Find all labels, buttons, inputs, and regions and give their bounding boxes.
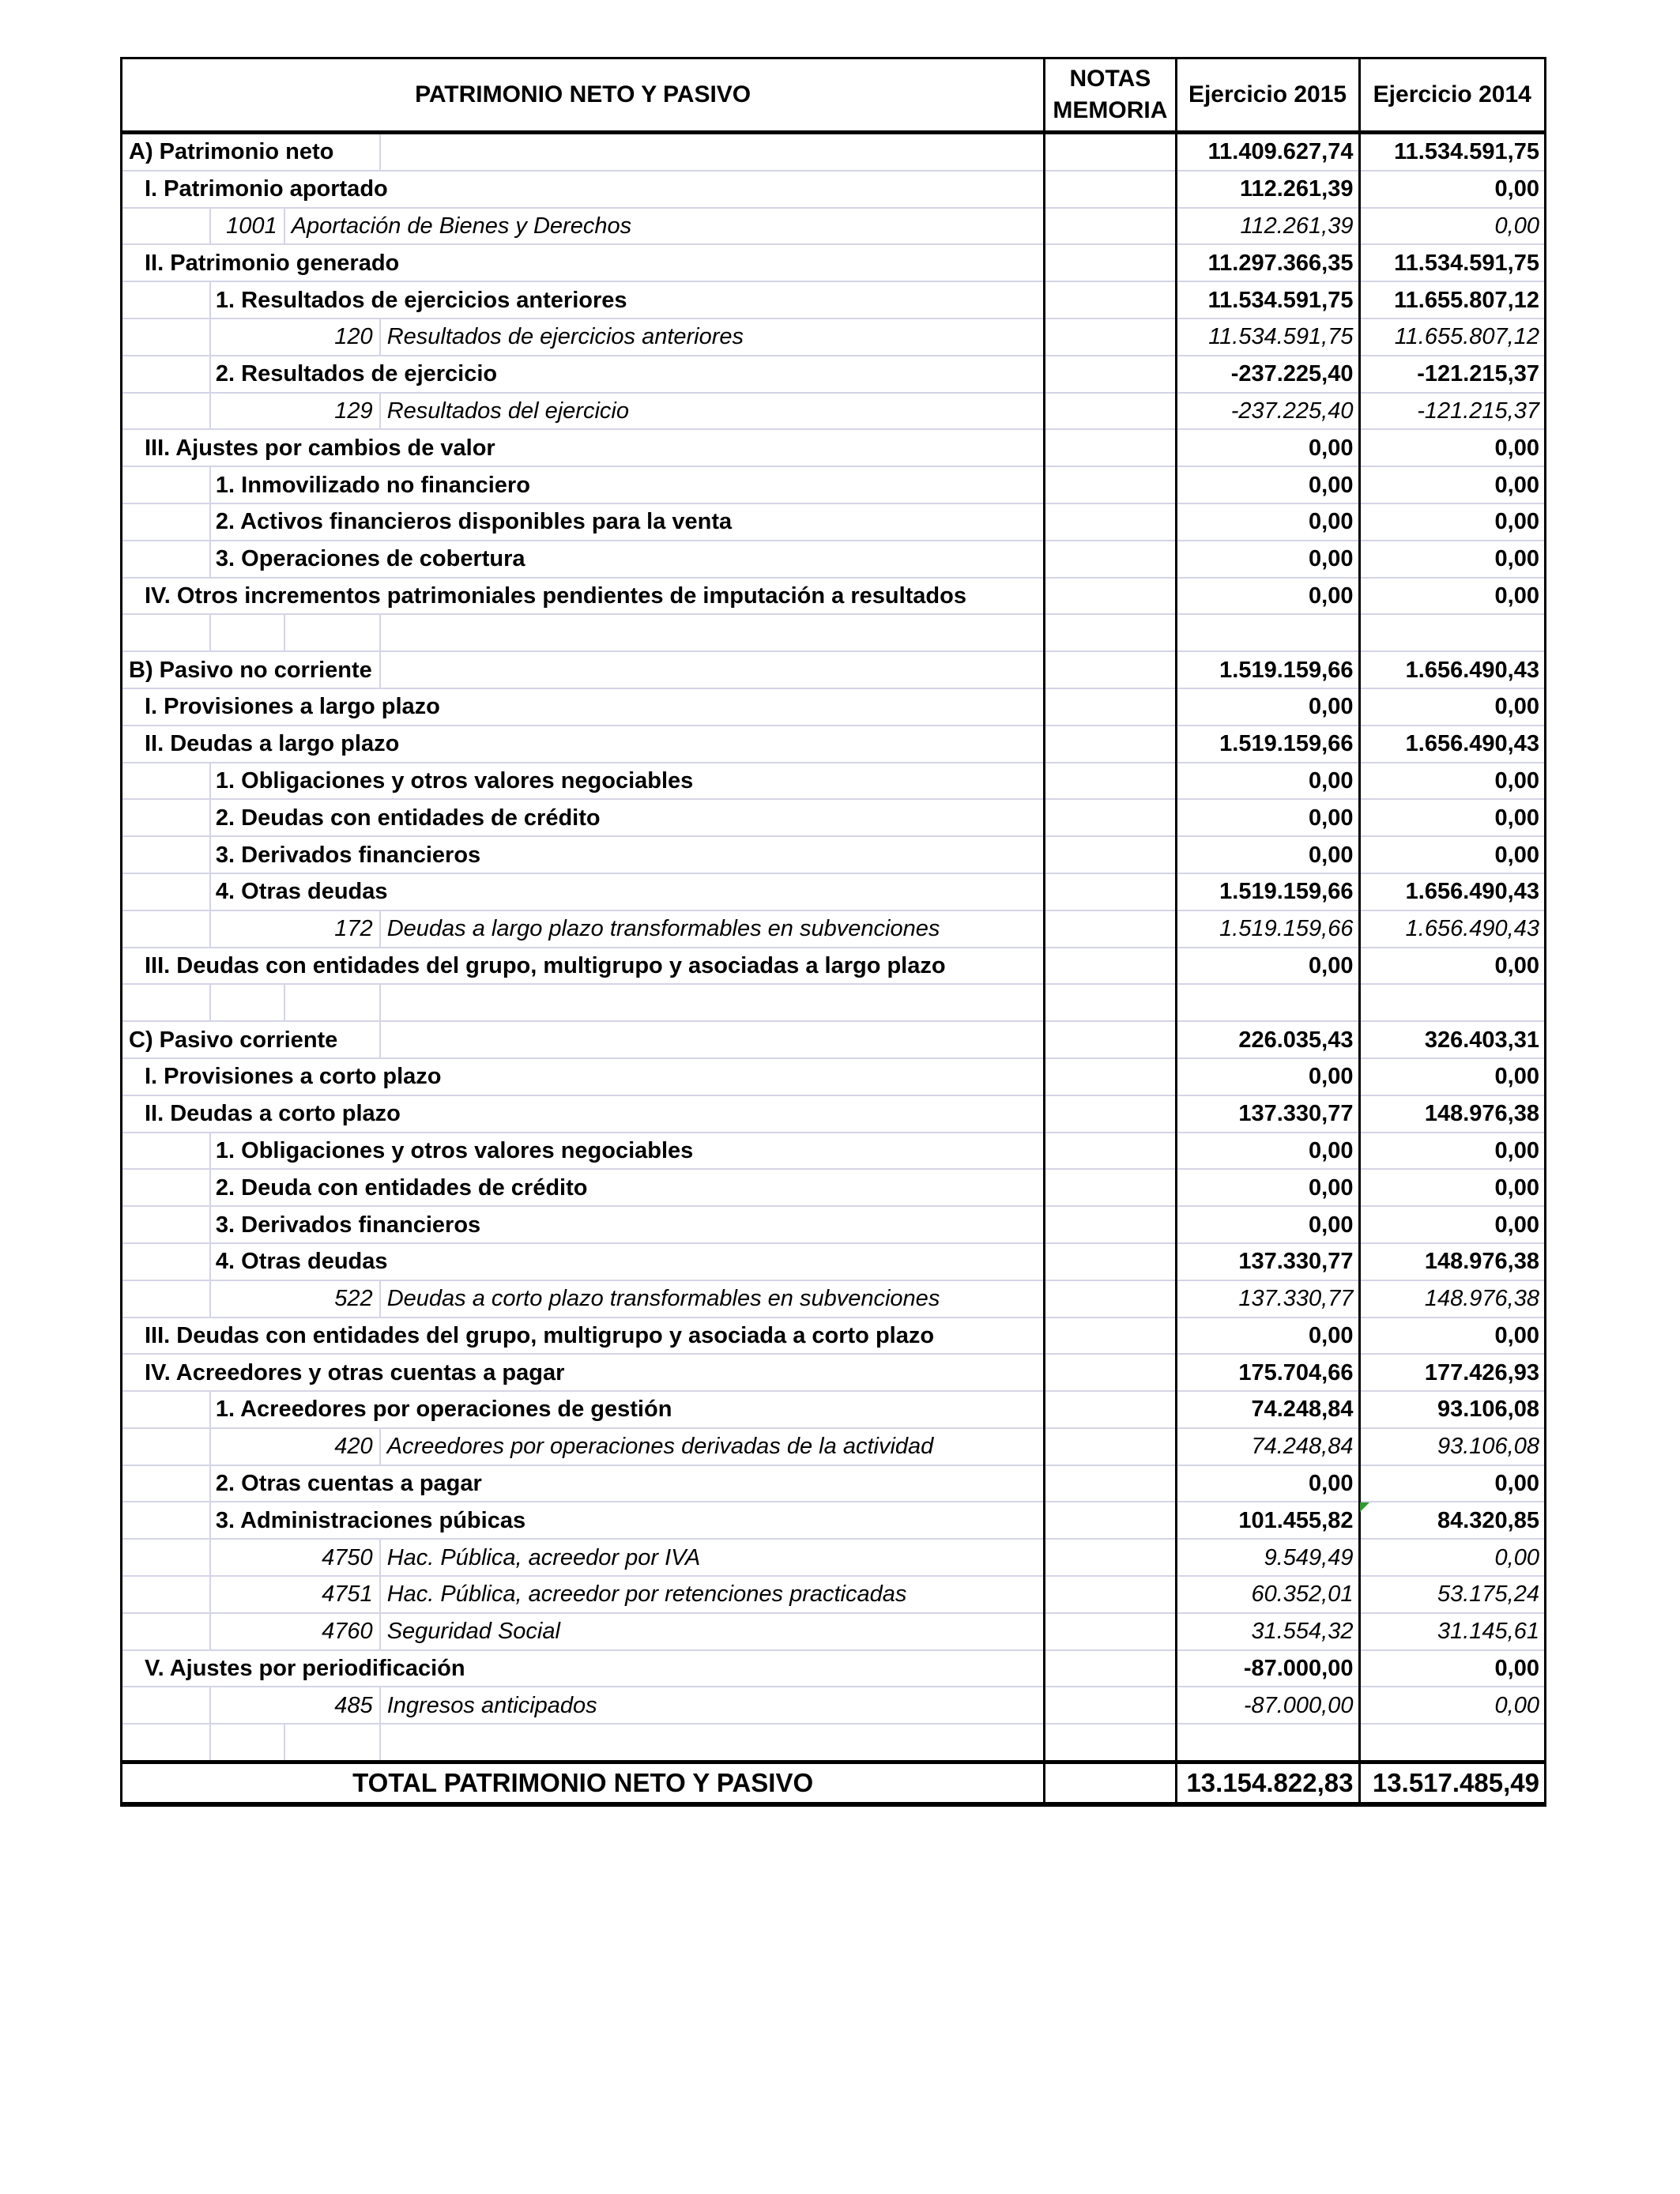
notes-cell [1045,393,1176,430]
table-row [122,873,1544,910]
row-label: I. Patrimonio aportado [122,171,1045,208]
balance-sheet [120,57,1546,1807]
indent-cell [122,799,210,836]
indent-cell [122,1576,210,1613]
table-row [122,244,1544,281]
notes-cell [1045,948,1176,985]
row-label: 2. Deuda con entidades de crédito [210,1169,1045,1206]
notes-cell [1045,763,1176,800]
value-2014: 0,00 [1359,1465,1544,1502]
value-2014: 148.976,38 [1359,1095,1544,1133]
notes-cell [1045,429,1176,466]
indent-cell [122,873,210,910]
indent-cell [122,1428,210,1465]
notes-cell [1045,614,1176,651]
indent-cell [122,319,210,356]
indent-cell [122,910,210,948]
account-label: Resultados de ejercicios anteriores [380,319,1045,356]
notes-cell [1045,319,1176,356]
empty-cell [380,1021,1045,1058]
value-2014: 0,00 [1359,429,1544,466]
notes-cell [1045,1095,1176,1133]
notes-cell [1045,1539,1176,1576]
value-2015: 1.519.159,66 [1176,910,1359,948]
notes-cell [1045,1169,1176,1206]
notes-cell [1045,133,1176,171]
table-row [122,1280,1544,1318]
value-2015: 1.519.159,66 [1176,651,1359,688]
row-label: 2. Activos financieros disponibles para la venta [210,503,1045,541]
notes-cell [1045,578,1176,615]
total-row [122,1762,1544,1804]
cell-comment-marker [1360,1502,1369,1512]
account-code: 485 [210,1687,380,1724]
value-2015: 175.704,66 [1176,1354,1359,1391]
row-label: 3. Derivados financieros [210,836,1045,873]
notes-cell [1045,1687,1176,1724]
value-2014: 0,00 [1359,688,1544,726]
total-2015: 13.154.822,83 [1176,1762,1359,1804]
value-2015: -237.225,40 [1176,356,1359,393]
value-2014: 0,00 [1359,763,1544,800]
value-2015: 112.261,39 [1176,171,1359,208]
table-row [122,1021,1544,1058]
empty-cell [380,651,1045,688]
row-label: II. Patrimonio generado [122,244,1045,281]
value-2015: 0,00 [1176,1318,1359,1355]
value-2014: 11.534.591,75 [1359,133,1544,171]
indent-cell [122,1169,210,1206]
account-label: Hac. Pública, acreedor por IVA [380,1539,1045,1576]
row-label: V. Ajustes por periodificación [122,1650,1045,1687]
row-label: II. Deudas a largo plazo [122,726,1045,763]
value-2014: 0,00 [1359,799,1544,836]
notes-cell [1045,1280,1176,1318]
value-2014: 0,00 [1359,1650,1544,1687]
table-row [122,1687,1544,1724]
notes-cell [1045,503,1176,541]
value-2015: 74.248,84 [1176,1391,1359,1428]
value-2015: 1.519.159,66 [1176,726,1359,763]
notes-cell [1045,726,1176,763]
value-2014: 53.175,24 [1359,1576,1544,1613]
value-2014: 0,00 [1359,171,1544,208]
table-row [122,1428,1544,1465]
notes-cell [1045,171,1176,208]
row-label: 1. Obligaciones y otros valores negociables [210,1133,1045,1170]
account-code: 120 [210,319,380,356]
account-code: 4750 [210,1539,380,1576]
column-header-title: PATRIMONIO NETO Y PASIVO [122,59,1045,133]
empty-cell [210,1724,284,1762]
table-row [122,726,1544,763]
notes-cell [1045,356,1176,393]
value-2014: 1.656.490,43 [1359,726,1544,763]
value-2014: 0,00 [1359,503,1544,541]
empty-cell [122,984,210,1021]
value-2015: -87.000,00 [1176,1650,1359,1687]
column-header-notes [1045,59,1176,133]
value-2014: -121.215,37 [1359,393,1544,430]
empty-cell [380,1724,1045,1762]
notes-cell [1045,244,1176,281]
row-label: B) Pasivo no corriente [122,651,380,688]
notes-line-2: MEMORIA [1053,97,1168,123]
notes-cell [1045,873,1176,910]
value-2014: 148.976,38 [1359,1280,1544,1318]
value-2015: 112.261,39 [1176,208,1359,245]
indent-cell [122,393,210,430]
value-2014: 0,00 [1359,1133,1544,1170]
indent-cell [122,1391,210,1428]
value-2014 [1359,984,1544,1021]
value-2014: 11.655.807,12 [1359,281,1544,319]
value-2014: 0,00 [1359,1206,1544,1243]
table-row [122,429,1544,466]
value-2014: 11.534.591,75 [1359,244,1544,281]
value-2014: 0,00 [1359,1318,1544,1355]
value-2015: 137.330,77 [1176,1095,1359,1133]
empty-cell [380,984,1045,1021]
indent-cell [122,1206,210,1243]
notes-cell [1045,910,1176,948]
row-label: 3. Derivados financieros [210,1206,1045,1243]
empty-cell [284,1724,380,1762]
notes-cell [1045,1058,1176,1095]
indent-cell [122,281,210,319]
account-label: Deudas a largo plazo transformables en subvenciones [380,910,1045,948]
value-2015: 137.330,77 [1176,1243,1359,1280]
total-2014: 13.517.485,49 [1359,1762,1544,1804]
value-2015: 0,00 [1176,429,1359,466]
indent-cell [122,541,210,578]
value-2014: 0,00 [1359,1539,1544,1576]
indent-cell [122,1133,210,1170]
notes-cell [1045,1243,1176,1280]
notes-cell [1045,1724,1176,1762]
table-row [122,1502,1544,1539]
value-2015: 60.352,01 [1176,1576,1359,1613]
table-row [122,1650,1544,1687]
table-row [122,541,1544,578]
account-label: Acreedores por operaciones derivadas de la actividad [380,1428,1045,1465]
table-row [122,651,1544,688]
account-code: 4760 [210,1613,380,1650]
notes-cell [1045,1428,1176,1465]
empty-cell [284,984,380,1021]
table-row [122,836,1544,873]
table-row [122,208,1544,245]
empty-cell [122,1724,210,1762]
total-notes [1045,1762,1176,1804]
notes-cell [1045,1391,1176,1428]
empty-cell [122,614,210,651]
indent-cell [122,208,210,245]
value-2014: 93.106,08 [1359,1428,1544,1465]
value-2014: 11.655.807,12 [1359,319,1544,356]
empty-cell [210,614,284,651]
table-row [122,578,1544,615]
account-label: Seguridad Social [380,1613,1045,1650]
table-row [122,1243,1544,1280]
table-row [122,763,1544,800]
account-code: 4751 [210,1576,380,1613]
indent-cell [122,836,210,873]
value-2014: 1.656.490,43 [1359,651,1544,688]
row-label: 3. Administraciones púbicas [210,1502,1045,1539]
value-2014: 0,00 [1359,1687,1544,1724]
table-row [122,1058,1544,1095]
value-2014: 0,00 [1359,578,1544,615]
spacer-row [122,1724,1544,1762]
value-2015 [1176,614,1359,651]
value-2014: 0,00 [1359,541,1544,578]
table-row [122,133,1544,171]
table-row [122,910,1544,948]
row-label: 2. Otras cuentas a pagar [210,1465,1045,1502]
notes-cell [1045,1465,1176,1502]
table-row [122,799,1544,836]
row-label: 1. Inmovilizado no financiero [210,466,1045,503]
notes-cell [1045,1021,1176,1058]
indent-cell [122,1502,210,1539]
value-2015: 74.248,84 [1176,1428,1359,1465]
value-2015 [1176,1724,1359,1762]
account-label: Aportación de Bienes y Derechos [284,208,1045,245]
value-2015: 31.554,32 [1176,1613,1359,1650]
row-label: I. Provisiones a corto plazo [122,1058,1045,1095]
row-label: 2. Deudas con entidades de crédito [210,799,1045,836]
value-2015: 0,00 [1176,541,1359,578]
table-row [122,171,1544,208]
value-2015: 0,00 [1176,1465,1359,1502]
table-row [122,1354,1544,1391]
value-2014: 326.403,31 [1359,1021,1544,1058]
notes-cell [1045,984,1176,1021]
row-label: 3. Operaciones de cobertura [210,541,1045,578]
row-label: IV. Otros incrementos patrimoniales pendientes de imputación a resultados [122,578,1045,615]
table-row [122,1133,1544,1170]
value-2015: 137.330,77 [1176,1280,1359,1318]
notes-cell [1045,688,1176,726]
row-label: III. Deudas con entidades del grupo, multigrupo y asociada a corto plazo [122,1318,1045,1355]
account-code: 129 [210,393,380,430]
notes-cell [1045,799,1176,836]
table-row [122,503,1544,541]
balance-table [122,59,1544,1804]
row-label: A) Patrimonio neto [122,133,380,171]
value-2014: 148.976,38 [1359,1243,1544,1280]
value-2014: 93.106,08 [1359,1391,1544,1428]
table-row [122,281,1544,319]
account-code: 522 [210,1280,380,1318]
spacer-row [122,614,1544,651]
indent-cell [122,466,210,503]
notes-cell [1045,1613,1176,1650]
value-2015: 11.534.591,75 [1176,319,1359,356]
account-label: Hac. Pública, acreedor por retenciones practicadas [380,1576,1045,1613]
empty-cell [380,614,1045,651]
value-2014: 0,00 [1359,1169,1544,1206]
value-2015: 11.297.366,35 [1176,244,1359,281]
column-header-2014: Ejercicio 2014 [1359,59,1544,133]
account-label: Deudas a corto plazo transformables en subvenciones [380,1280,1045,1318]
value-2014: 0,00 [1359,1058,1544,1095]
value-2015: 0,00 [1176,688,1359,726]
value-2015: 0,00 [1176,466,1359,503]
account-label: Resultados del ejercicio [380,393,1045,430]
indent-cell [122,1280,210,1318]
table-row [122,1318,1544,1355]
account-code: 420 [210,1428,380,1465]
row-label: 4. Otras deudas [210,873,1045,910]
value-2015: 0,00 [1176,503,1359,541]
account-code: 172 [210,910,380,948]
value-2015: 9.549,49 [1176,1539,1359,1576]
value-2015 [1176,984,1359,1021]
table-row [122,1613,1544,1650]
account-code: 1001 [210,208,284,245]
notes-cell [1045,208,1176,245]
row-label: 1. Resultados de ejercicios anteriores [210,281,1045,319]
notes-cell [1045,466,1176,503]
value-2014 [1359,1724,1544,1762]
row-label: C) Pasivo corriente [122,1021,380,1058]
account-label: Ingresos anticipados [380,1687,1045,1724]
value-2014: 1.656.490,43 [1359,910,1544,948]
table-row [122,356,1544,393]
value-2015: -237.225,40 [1176,393,1359,430]
table-row [122,1539,1544,1576]
value-2014: 31.145,61 [1359,1613,1544,1650]
value-2015: 1.519.159,66 [1176,873,1359,910]
row-label: IV. Acreedores y otras cuentas a pagar [122,1354,1045,1391]
value-2014: 0,00 [1359,836,1544,873]
value-2015: 0,00 [1176,1169,1359,1206]
spacer-row [122,984,1544,1021]
value-2015: 0,00 [1176,1206,1359,1243]
value-2014: 0,00 [1359,208,1544,245]
value-2014: -121.215,37 [1359,356,1544,393]
value-2015: 11.534.591,75 [1176,281,1359,319]
value-2015: -87.000,00 [1176,1687,1359,1724]
value-2015: 0,00 [1176,578,1359,615]
notes-cell [1045,1133,1176,1170]
indent-cell [122,1465,210,1502]
notes-cell [1045,541,1176,578]
row-label: III. Ajustes por cambios de valor [122,429,1045,466]
empty-cell [210,984,284,1021]
table-row [122,319,1544,356]
table-row [122,1095,1544,1133]
notes-cell [1045,836,1176,873]
table-row [122,1576,1544,1613]
value-2015: 0,00 [1176,948,1359,985]
row-label: III. Deudas con entidades del grupo, multigrupo y asociadas a largo plazo [122,948,1045,985]
table-row [122,1465,1544,1502]
notes-cell [1045,1650,1176,1687]
notes-cell [1045,1354,1176,1391]
indent-cell [122,1243,210,1280]
table-row [122,1206,1544,1243]
indent-cell [122,763,210,800]
value-2015: 0,00 [1176,763,1359,800]
header-row [122,59,1544,133]
table-row [122,688,1544,726]
row-label: 2. Resultados de ejercicio [210,356,1045,393]
notes-cell [1045,281,1176,319]
notes-line-1: NOTAS [1069,66,1151,92]
empty-cell [380,133,1045,171]
total-label: TOTAL PATRIMONIO NETO Y PASIVO [122,1762,1045,1804]
row-label: 1. Acreedores por operaciones de gestión [210,1391,1045,1428]
value-2015: 0,00 [1176,836,1359,873]
value-2015: 0,00 [1176,1058,1359,1095]
value-2014: 0,00 [1359,948,1544,985]
value-2014: 177.426,93 [1359,1354,1544,1391]
row-label: 1. Obligaciones y otros valores negociables [210,763,1045,800]
row-label: I. Provisiones a largo plazo [122,688,1045,726]
indent-cell [122,503,210,541]
value-2014: 0,00 [1359,466,1544,503]
value-2014 [1359,614,1544,651]
notes-cell [1045,1502,1176,1539]
table-row [122,1169,1544,1206]
indent-cell [122,1613,210,1650]
value-2015: 0,00 [1176,1133,1359,1170]
value-2015: 0,00 [1176,799,1359,836]
value-2014: 1.656.490,43 [1359,873,1544,910]
value-2015: 226.035,43 [1176,1021,1359,1058]
indent-cell [122,1687,210,1724]
indent-cell [122,356,210,393]
indent-cell [122,1539,210,1576]
row-label: 4. Otras deudas [210,1243,1045,1280]
notes-cell [1045,1206,1176,1243]
table-row [122,948,1544,985]
row-label: II. Deudas a corto plazo [122,1095,1045,1133]
value-2014: 84.320,85 [1359,1502,1544,1539]
notes-cell [1045,651,1176,688]
table-row [122,393,1544,430]
value-2015: 101.455,82 [1176,1502,1359,1539]
notes-cell [1045,1318,1176,1355]
value-2015: 11.409.627,74 [1176,133,1359,171]
table-row [122,466,1544,503]
empty-cell [284,614,380,651]
notes-cell [1045,1576,1176,1613]
table-row [122,1391,1544,1428]
column-header-2015: Ejercicio 2015 [1176,59,1359,133]
